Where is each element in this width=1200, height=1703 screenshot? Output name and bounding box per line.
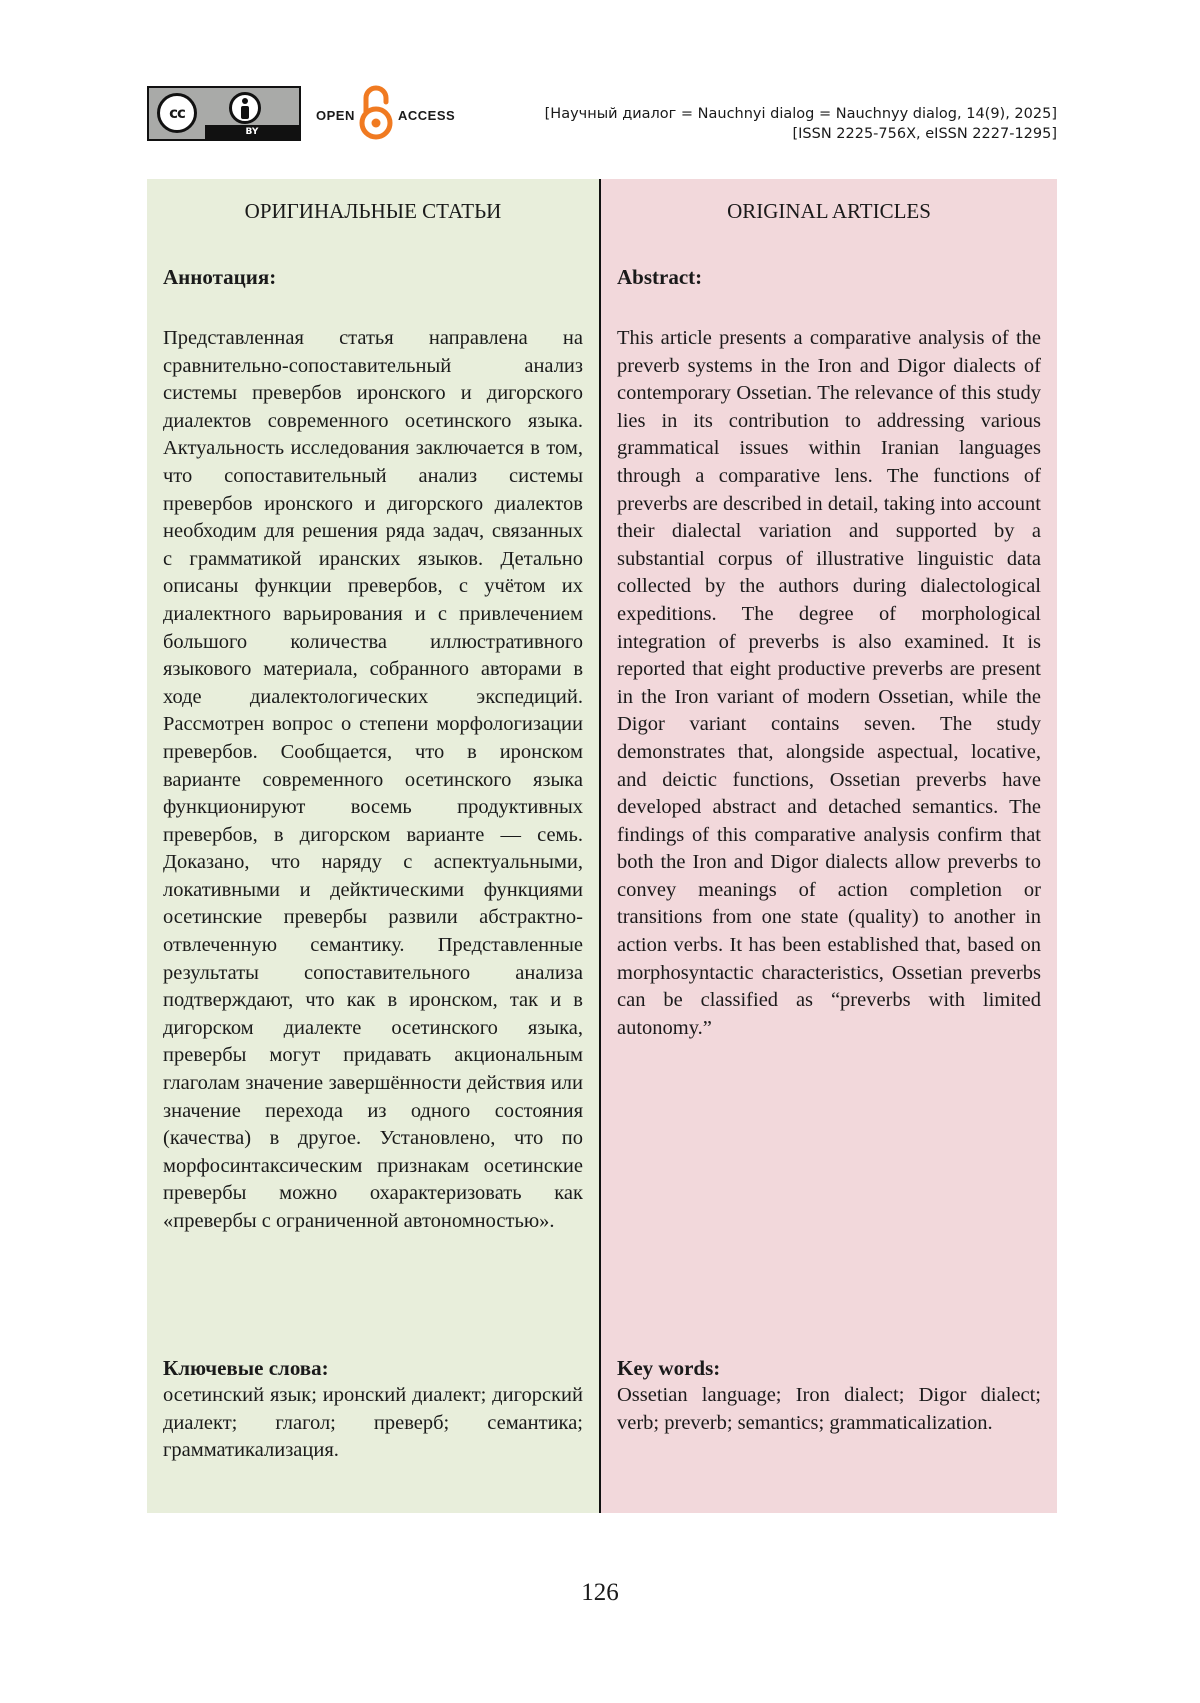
by-label: BY <box>245 127 259 137</box>
journal-reference <box>545 104 1057 144</box>
open-access-lock-icon <box>357 84 395 140</box>
creative-commons-icon: cc <box>157 93 197 133</box>
page-number: 126 <box>581 1579 619 1606</box>
creative-commons-license-badge[interactable] <box>147 86 301 141</box>
keywords-label-en: Key words: <box>617 1356 721 1380</box>
section-title-en: ORIGINAL ARTICLES <box>727 199 931 223</box>
abstract-label-ru: Аннотация: <box>163 265 277 289</box>
keywords-text-en: Ossetian language; Iron dialect; Digor dialect; verb; preverb; semantics; grammaticalization. <box>617 1384 1041 1434</box>
open-access-logo[interactable] <box>316 84 456 142</box>
abstract-text-ru: Представленная статья направлена на сравнительно-сопоставительный анализ системы превербов иронского и дигорского диалектов современного осетинского языка. Актуальность исследования заключается в том, что сопоставительный анализ системы превербов иронского и дигорского диалектов необходим для решения ряда задач, связанных с грамматикой иранских языков. Детально описаны функции превербов, с учётом их диалектного варьирования и с привлечением большого количества иллюстративного языкового материала, собранного авторами в ходе диалектологических экспедиций. Рассмотрен вопрос о степени морфологизации превербов. Сообщается, что в иронском варианте современного осетинского языка функционируют восемь продуктивных превербов, в дигорском варианте — семь. Доказано, что наряду с аспектуальными, локативными и дейктическими функциями осетинские превербы развили абстрактно-отвлеченную семантику. Представленные результаты сопоставительного анализа подтверждают, что как в иронском, так и в дигорском диалекте осетинского языка, превербы могут придавать акциональным глаголам значение завершённости действия или значение перехода из одного состояния (качества) в другое. Установлено, что по морфосинтаксическим признакам осетинские превербы можно охарактеризовать как «превербы с ограниченной автономностью». <box>163 327 583 1232</box>
open-label: OPEN <box>316 108 355 123</box>
keywords-label-ru: Ключевые слова: <box>163 1356 329 1380</box>
keywords-text-ru: осетинский язык; иронский диалект; дигорский диалект; глагол; преверб; семантика; грамматикализация. <box>163 1384 583 1462</box>
abstract-text-en: This article presents a comparative analysis of the preverb systems in the Iron and Digor dialects of contemporary Ossetian. The relevance of this study lies in its contribution to addressing various grammatical issues within Iranian languages through a comparative lens. The functions of preverbs are described in detail, taking into account their dialectal variation and supported by a substantial corpus of illustrative linguistic data collected by the authors during dialectological expeditions. The degree of morphological integration of preverbs is also examined. It is reported that eight productive preverbs are present in the Iron variant of modern Ossetian, while the Digor variant contains seven. The study demonstrates that, alongside aspectual, locative, and deictic functions, Ossetian preverbs have developed abstract and detached semantics. The findings of this comparative analysis confirm that both the Iron and Digor dialects allow preverbs to convey meanings of action completion or transitions from one state (quality) to another in action verbs. It has been established that, based on morphosyntactic characteristics, Ossetian preverbs can be classified as “preverbs with limited autonomy.” <box>617 327 1041 1039</box>
attribution-person-icon <box>229 92 261 124</box>
russian-abstract-panel <box>147 179 601 1513</box>
english-abstract-panel <box>601 179 1057 1513</box>
journal-citation-line: [Научный диалог = Nauchnyi dialog = Nauchnyy dialog, 14(9), 2025] <box>544 106 1057 122</box>
section-title-ru: ОРИГИНАЛЬНЫЕ СТАТЬИ <box>244 199 502 223</box>
journal-issn-line: [ISSN 2225-756X, eISSN 2227-1295] <box>792 126 1057 142</box>
abstract-label-en: Abstract: <box>617 265 703 289</box>
access-label: ACCESS <box>398 108 456 123</box>
